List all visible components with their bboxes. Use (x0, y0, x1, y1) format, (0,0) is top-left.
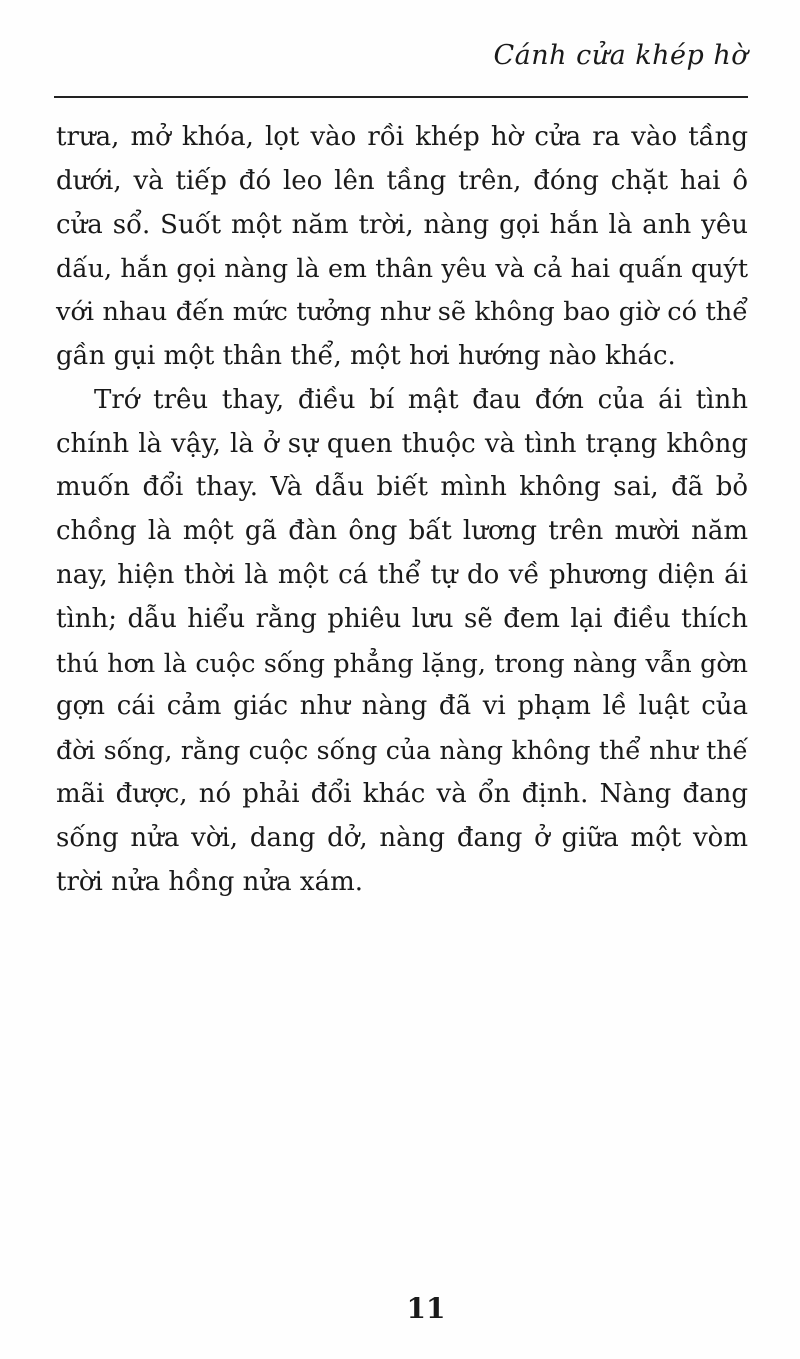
text-line: dưới, và tiếp đó leo lên tầng trên, đóng chặt hai ô (56, 165, 748, 196)
paragraph-1 (56, 116, 748, 379)
text-line: nay, hiện thời là một cá thể tự do về phương diện ái (56, 559, 748, 590)
text-line: với nhau đến mức tưởng như sẽ không bao giờ có thể (56, 297, 748, 328)
text-line: chính là vậy, là ở sự quen thuộc và tình trạng không (56, 428, 748, 459)
header-rule (54, 96, 748, 98)
text-line: thú hơn là cuộc sống phẳng lặng, trong nàng vẫn gờn (56, 647, 748, 678)
text-line: gợn cái cảm giác như nàng đã vi phạm lề luật của (56, 691, 748, 722)
text-line: Trớ trêu thay, điều bí mật đau đớn của ái tình (94, 384, 748, 415)
text-line: mãi được, nó phải đổi khác và ổn định. Nàng đang (56, 778, 748, 809)
body-text (56, 116, 748, 904)
text-line: sống nửa vời, dang dở, nàng đang ở giữa một vòm (56, 822, 748, 853)
text-line: gần gụi một thân thể, một hơi hướng nào khác. (56, 340, 676, 371)
text-line: muốn đổi thay. Và dẫu biết mình không sai, đã bỏ (56, 472, 748, 503)
page-number: 11 (406, 1292, 446, 1325)
text-line: trời nửa hồng nửa xám. (56, 866, 364, 897)
text-line: chồng là một gã đàn ông bất lương trên mười năm (56, 516, 748, 547)
text-line: đời sống, rằng cuộc sống của nàng không thể như thế (56, 736, 748, 766)
text-line: tình; dẫu hiểu rằng phiêu lưu sẽ đem lại điều thích (56, 603, 748, 634)
paragraph-2 (56, 379, 748, 905)
text-line: dấu, hắn gọi nàng là em thân yêu và cả hai quấn quýt (56, 254, 748, 284)
text-line: cửa sổ. Suốt một năm trời, nàng gọi hắn là anh yêu (56, 209, 748, 240)
running-header-title: Cánh cửa khép hờ (493, 40, 748, 71)
text-line: trưa, mở khóa, lọt vào rồi khép hờ cửa ra vào tầng (56, 122, 748, 152)
